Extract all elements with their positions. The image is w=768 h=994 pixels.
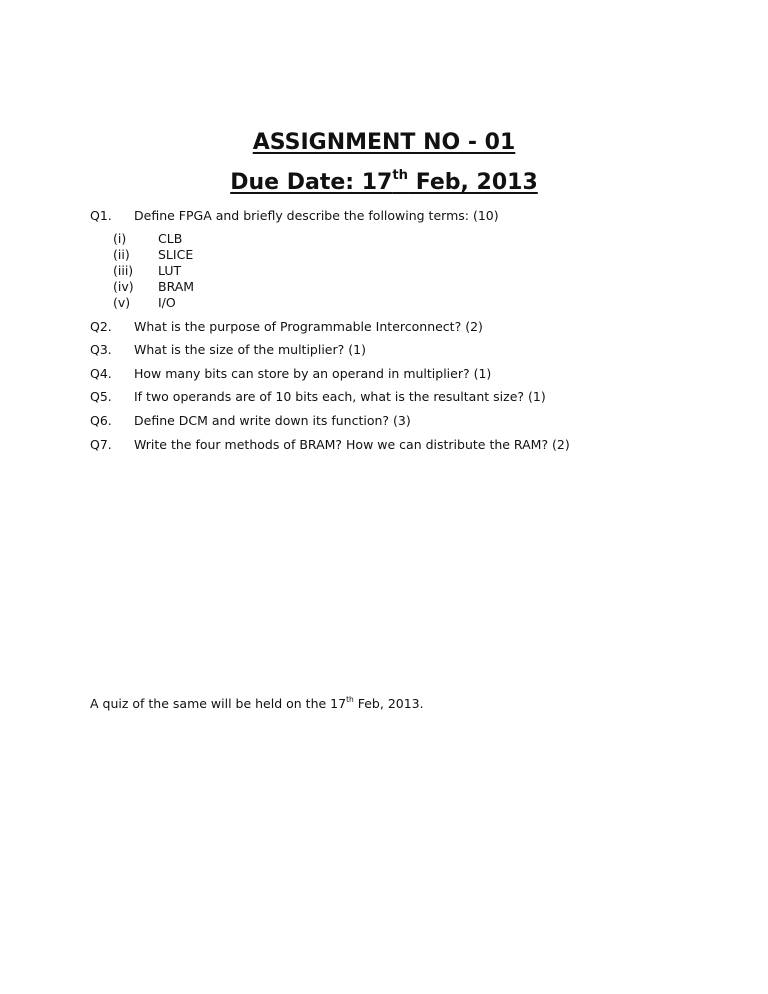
- term-item: [113, 279, 194, 294]
- assignment-title-text: ASSIGNMENT NO - 01: [252, 130, 516, 155]
- term-numeral: (v): [113, 295, 131, 310]
- term-numeral: (ii): [113, 247, 130, 262]
- term-label: CLB: [158, 231, 183, 246]
- term-item: [113, 263, 181, 278]
- term-item: [113, 295, 176, 310]
- question-number: Q1.: [90, 208, 112, 223]
- question-2: [90, 319, 483, 334]
- question-text: What is the purpose of Programmable Interconnect? (2): [134, 319, 483, 334]
- question-6: [90, 413, 411, 428]
- question-text: What is the size of the multiplier? (1): [134, 342, 366, 357]
- term-label: LUT: [158, 263, 182, 278]
- due-date-heading: [0, 167, 768, 196]
- question-5: [90, 389, 546, 404]
- quiz-note-suffix: Feb, 2013.: [353, 696, 424, 711]
- question-text: Define DCM and write down its function? (3): [134, 413, 411, 428]
- due-date-prefix: Due Date: 17: [230, 170, 393, 195]
- question-number: Q5.: [90, 389, 112, 404]
- assignment-title: [0, 130, 768, 156]
- term-label: SLICE: [158, 247, 194, 262]
- term-label: I/O: [158, 295, 176, 310]
- quiz-note: [90, 696, 424, 711]
- term-item: [113, 231, 182, 246]
- question-text: If two operands are of 10 bits each, what is the resultant size? (1): [134, 389, 546, 404]
- term-numeral: (iv): [113, 279, 134, 294]
- term-numeral: (iii): [113, 263, 134, 278]
- quiz-note-sup: th: [346, 694, 354, 704]
- due-date-sup: th: [392, 167, 409, 183]
- question-text: How many bits can store by an operand in multiplier? (1): [134, 366, 492, 381]
- question-3: [90, 342, 366, 357]
- quiz-note-prefix: A quiz of the same will be held on the 17: [90, 696, 347, 711]
- question-number: Q3.: [90, 342, 112, 357]
- question-1: [90, 208, 499, 223]
- term-item: [113, 247, 193, 262]
- question-number: Q2.: [90, 319, 112, 334]
- question-7: [90, 437, 570, 452]
- term-label: BRAM: [158, 279, 195, 294]
- question-number: Q4.: [90, 366, 112, 381]
- question-text: Write the four methods of BRAM? How we can distribute the RAM? (2): [134, 437, 570, 452]
- question-number: Q7.: [90, 437, 112, 452]
- question-4: [90, 366, 491, 381]
- due-date-suffix: Feb, 2013: [408, 170, 538, 195]
- question-text: Define FPGA and briefly describe the following terms: (10): [134, 208, 499, 223]
- term-numeral: (i): [113, 231, 127, 246]
- question-number: Q6.: [90, 413, 112, 428]
